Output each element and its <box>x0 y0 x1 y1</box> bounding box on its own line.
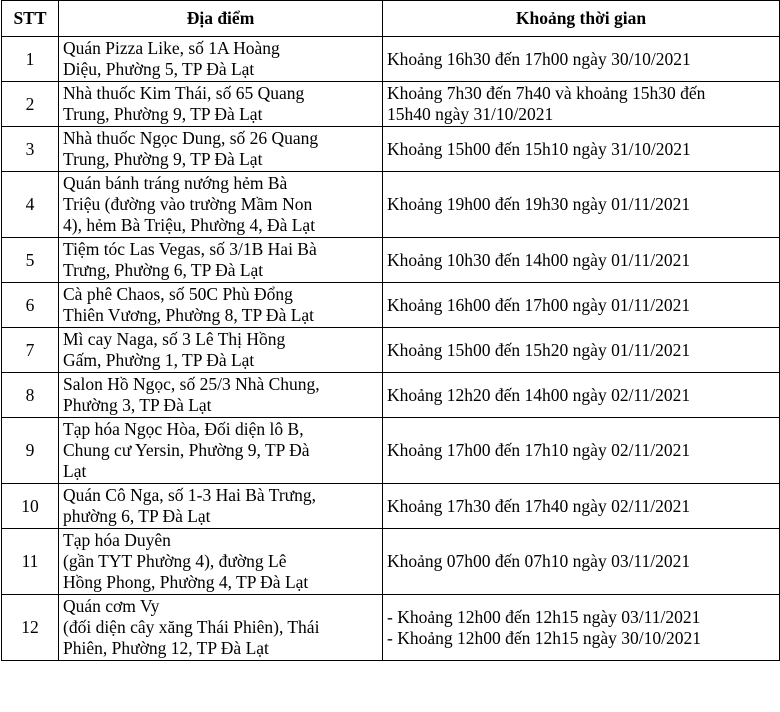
location-cell: Quán bánh tráng nướng hẻm Bà Triệu (đường vào trường Mầm Non 4), hẻm Bà Triệu, Phường 4, Đà Lạt <box>59 172 383 238</box>
row-number-cell: 1 <box>2 37 59 82</box>
location-cell: Cà phê Chaos, số 50C Phù Đổng Thiên Vương, Phường 8, TP Đà Lạt <box>59 283 383 328</box>
time-range-cell: Khoảng 12h20 đến 14h00 ngày 02/11/2021 <box>383 373 780 418</box>
location-cell: Nhà thuốc Kim Thái, số 65 Quang Trung, Phường 9, TP Đà Lạt <box>59 82 383 127</box>
table-row <box>2 328 780 373</box>
row-number-cell: 12 <box>2 595 59 661</box>
location-cell: Tiệm tóc Las Vegas, số 3/1B Hai Bà Trưng, Phường 6, TP Đà Lạt <box>59 238 383 283</box>
time-range-cell: Khoảng 07h00 đến 07h10 ngày 03/11/2021 <box>383 529 780 595</box>
time-range-cell: Khoảng 16h00 đến 17h00 ngày 01/11/2021 <box>383 283 780 328</box>
table-row <box>2 127 780 172</box>
table-row <box>2 484 780 529</box>
row-number-cell: 3 <box>2 127 59 172</box>
location-cell: Nhà thuốc Ngọc Dung, số 26 Quang Trung, Phường 9, TP Đà Lạt <box>59 127 383 172</box>
time-range-cell: Khoảng 10h30 đến 14h00 ngày 01/11/2021 <box>383 238 780 283</box>
location-cell: Tạp hóa Ngọc Hòa, Đối diện lô B, Chung cư Yersin, Phường 9, TP Đà Lạt <box>59 418 383 484</box>
location-cell: Quán Pizza Like, số 1A Hoàng Diệu, Phường 5, TP Đà Lạt <box>59 37 383 82</box>
row-number-cell: 10 <box>2 484 59 529</box>
table-row <box>2 373 780 418</box>
table-body <box>2 37 780 661</box>
time-range-cell: Khoảng 15h00 đến 15h10 ngày 31/10/2021 <box>383 127 780 172</box>
location-cell: Salon Hồ Ngọc, số 25/3 Nhà Chung, Phường 3, TP Đà Lạt <box>59 373 383 418</box>
row-number-cell: 9 <box>2 418 59 484</box>
header-time: Khoảng thời gian <box>383 1 780 37</box>
time-range-cell: Khoảng 17h30 đến 17h40 ngày 02/11/2021 <box>383 484 780 529</box>
row-number-cell: 2 <box>2 82 59 127</box>
table-row <box>2 238 780 283</box>
location-cell: Quán Cô Nga, số 1-3 Hai Bà Trưng, phường 6, TP Đà Lạt <box>59 484 383 529</box>
table-row <box>2 37 780 82</box>
header-location: Địa điểm <box>59 1 383 37</box>
table-row <box>2 82 780 127</box>
row-number-cell: 6 <box>2 283 59 328</box>
time-range-cell: Khoảng 7h30 đến 7h40 và khoảng 15h30 đến 15h40 ngày 31/10/2021 <box>383 82 780 127</box>
location-cell: Mì cay Naga, số 3 Lê Thị Hồng Gấm, Phường 1, TP Đà Lạt <box>59 328 383 373</box>
location-cell: Quán cơm Vy (đối diện cây xăng Thái Phiên), Thái Phiên, Phường 12, TP Đà Lạt <box>59 595 383 661</box>
row-number-cell: 5 <box>2 238 59 283</box>
table-row <box>2 283 780 328</box>
location-cell: Tạp hóa Duyên (gần TYT Phường 4), đường Lê Hồng Phong, Phường 4, TP Đà Lạt <box>59 529 383 595</box>
header-stt: STT <box>2 1 59 37</box>
time-range-cell: Khoảng 19h00 đến 19h30 ngày 01/11/2021 <box>383 172 780 238</box>
row-number-cell: 4 <box>2 172 59 238</box>
time-range-cell: Khoảng 15h00 đến 15h20 ngày 01/11/2021 <box>383 328 780 373</box>
table-row <box>2 595 780 661</box>
row-number-cell: 11 <box>2 529 59 595</box>
row-number-cell: 7 <box>2 328 59 373</box>
row-number-cell: 8 <box>2 373 59 418</box>
time-range-cell: Khoảng 16h30 đến 17h00 ngày 30/10/2021 <box>383 37 780 82</box>
time-range-cell: - Khoảng 12h00 đến 12h15 ngày 03/11/2021 - Khoảng 12h00 đến 12h15 ngày 30/10/2021 <box>383 595 780 661</box>
table-row <box>2 529 780 595</box>
table-row <box>2 172 780 238</box>
time-range-cell: Khoảng 17h00 đến 17h10 ngày 02/11/2021 <box>383 418 780 484</box>
table-header-row <box>2 1 780 37</box>
exposure-locations-table <box>1 0 780 661</box>
table-row <box>2 418 780 484</box>
